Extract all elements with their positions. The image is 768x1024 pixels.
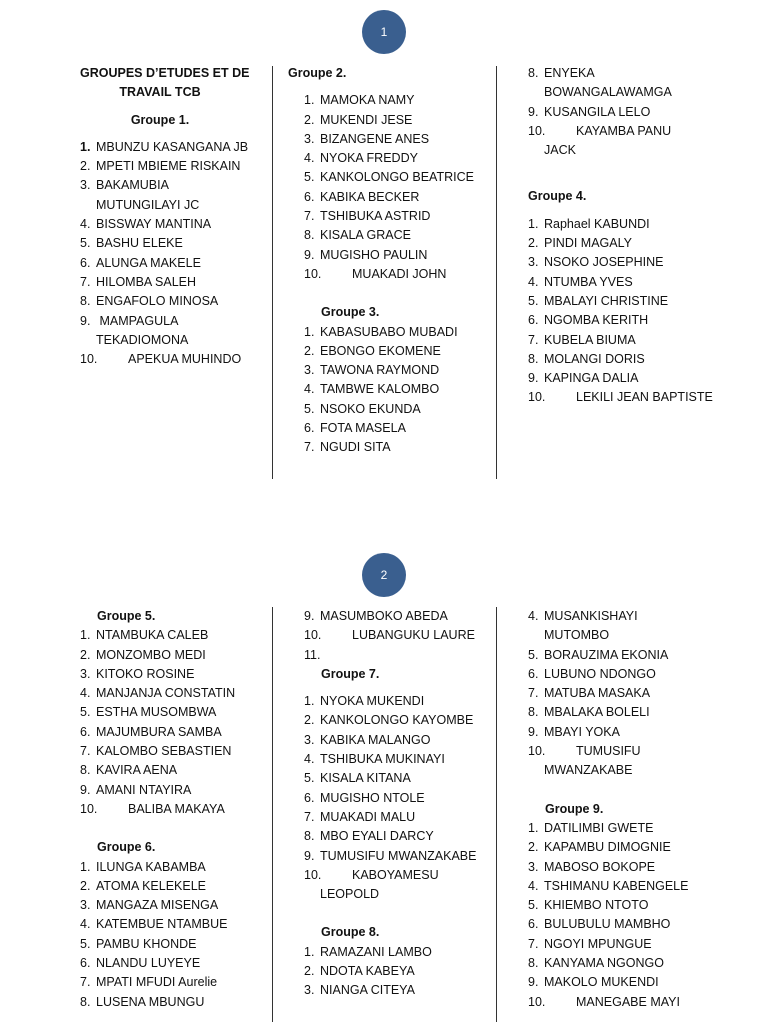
list-item: 8. KISALA GRACE (304, 228, 412, 243)
list-item: 8. LUSENA MBUNGU (80, 994, 205, 1009)
column-divider (272, 66, 273, 479)
list-item: 10. LEKILI JEAN BAPTISTE (528, 390, 713, 405)
list-item: 3. KITOKO ROSINE (80, 666, 195, 681)
list-item: 10. KABOYAMESU (304, 867, 439, 882)
list-item: 4. MANJANJA CONSTATIN (80, 686, 236, 701)
list-item: 8. ENGAFOLO MINOSA (80, 294, 219, 309)
list-item: 10. APEKUA MUHINDO (80, 352, 242, 367)
group-3-continued-list (528, 64, 728, 160)
list-item: 6. NGOMBA KERITH (528, 313, 649, 328)
group-heading: Groupe 4. (528, 189, 587, 204)
column-divider (496, 607, 497, 1022)
group-heading: Groupe 5. (97, 609, 156, 623)
list-item: 4. TSHIMANU KABENGELE (528, 878, 689, 893)
column-2-page-1 (288, 64, 492, 458)
list-item: 7. NGOYI MPUNGUE (528, 936, 652, 951)
list-item: 3. MANGAZA MISENGA (80, 898, 219, 913)
list-item: 5. BASHU ELEKE (80, 236, 183, 251)
list-item: 8. MBALAKA BOLELI (528, 705, 650, 720)
group-heading: Groupe 9. (545, 801, 604, 816)
list-item: 3. TAWONA RAYMOND (304, 363, 440, 378)
list-item-continued: BOWANGALAWAMGA (544, 85, 672, 100)
group-7-list (304, 692, 492, 904)
list-item: 9. KUSANGILA LELO (528, 104, 651, 119)
list-item: 6. NLANDU LUYEYE (80, 956, 201, 971)
list-item: 6. MUGISHO NTOLE (304, 790, 425, 805)
list-item: 3. MABOSO BOKOPE (528, 859, 656, 874)
list-item: 10. TUMUSIFU (528, 744, 641, 759)
list-item: 2. KANKOLONGO KAYOMBE (304, 713, 474, 728)
list-item: 9. MASUMBOKO ABEDA (304, 609, 448, 623)
group-5-list (80, 626, 266, 819)
list-item-continued: MUTOMBO (544, 628, 610, 643)
list-item: 1. NTAMBUKA CALEB (80, 628, 209, 643)
group-8-list (304, 943, 492, 1001)
list-item: 11. (304, 647, 321, 662)
list-item: 5. KHIEMBO NTOTO (528, 898, 649, 913)
list-item: 8. KAVIRA AENA (80, 763, 178, 778)
list-item: 5. ESTHA MUSOMBWA (80, 705, 217, 720)
list-item: 6. FOTA MASELA (304, 421, 406, 436)
list-item: 7. MPATI MFUDI Aurelie (80, 975, 218, 990)
document-title: GROUPES D’ETUDES ET DE TRAVAIL TCB (80, 66, 250, 100)
list-item: 5. KANKOLONGO BEATRICE (304, 170, 474, 185)
list-item: 9. MAKOLO MUKENDI (528, 975, 659, 990)
list-item: 10. KAYAMBA PANU (528, 123, 672, 138)
list-item: 2. KAPAMBU DIMOGNIE (528, 840, 671, 855)
list-item: 9. TUMUSIFU MWANZAKABE (304, 848, 477, 863)
group-heading: Groupe 6. (97, 840, 156, 855)
list-item: 8. MOLANGI DORIS (528, 351, 645, 366)
list-item: 10. MUAKADI JOHN (304, 266, 447, 281)
group-heading: Groupe 8. (321, 925, 380, 940)
group-8-continued-list (528, 607, 728, 781)
list-item: 5. KISALA KITANA (304, 771, 411, 786)
list-item: 3. BIZANGENE ANES (304, 131, 430, 146)
list-item: 5. NSOKO EKUNDA (304, 401, 421, 416)
list-item: 3. NSOKO JOSEPHINE (528, 255, 664, 270)
list-item: 7. MUAKADI MALU (304, 809, 416, 824)
list-item-continued: MUTUNGILAYI JC (96, 197, 200, 212)
list-item: 3. NIANGA CITEYA (304, 983, 415, 998)
group-2-list (288, 91, 492, 284)
group-heading: Groupe 1. (130, 112, 190, 127)
group-9-list (528, 819, 728, 1012)
group-heading: Groupe 7. (321, 666, 380, 681)
list-item: 7. NGUDI SITA (304, 440, 391, 455)
list-item: 7. TSHIBUKA ASTRID (304, 209, 431, 224)
column-3-page-1 (528, 64, 728, 408)
list-item: 7. KALOMBO SEBASTIEN (80, 744, 232, 759)
list-item: 4. NTUMBA YVES (528, 274, 633, 289)
page-number-badge-2: 2 (362, 553, 406, 597)
page-number-badge-1: 1 (362, 10, 406, 54)
list-item: 10. LUBANGUKU LAURE (304, 628, 475, 643)
list-item: 2. MUKENDI JESE (304, 112, 413, 127)
list-item: 5. PAMBU KHONDE (80, 936, 197, 951)
list-item: 1. Raphael KABUNDI (528, 216, 650, 231)
group-heading: Groupe 3. (321, 305, 380, 320)
list-item: 2. MONZOMBO MEDI (80, 647, 206, 662)
list-item: 9. MAMPAGULA (80, 313, 179, 328)
column-1-page-1 (80, 64, 266, 369)
column-3-page-2 (528, 607, 728, 1012)
group-heading: Groupe 2. (288, 66, 347, 80)
group-3-list (288, 323, 492, 458)
list-item-continued: LEOPOLD (320, 887, 380, 902)
column-1-page-2 (80, 607, 266, 1012)
list-item: 6. LUBUNO NDONGO (528, 666, 656, 681)
column-divider (272, 607, 273, 1022)
list-item-continued: TEKADIOMONA (96, 332, 189, 347)
list-item: 1. DATILIMBI GWETE (528, 820, 654, 835)
list-item: 6. MAJUMBURA SAMBA (80, 724, 222, 739)
list-item: 4. BISSWAY MANTINA (80, 217, 212, 232)
list-item: 4. TAMBWE KALOMBO (304, 382, 440, 397)
list-item: 9. MUGISHO PAULIN (304, 247, 428, 262)
list-item: 7. HILOMBA SALEH (80, 274, 197, 289)
list-item: 6. ALUNGA MAKELE (80, 255, 201, 270)
group-4-list (528, 215, 728, 408)
list-item: 10. BALIBA MAKAYA (80, 801, 225, 816)
list-item: 8. KANYAMA NGONGO (528, 956, 664, 971)
list-item: 1. KABASUBABO MUBADI (304, 324, 458, 339)
column-divider (496, 66, 497, 479)
group-6-list (80, 858, 266, 1012)
list-item: 7. KUBELA BIUMA (528, 332, 636, 347)
list-item: 4. KATEMBUE NTAMBUE (80, 917, 228, 932)
group-1-list (80, 138, 266, 370)
list-item: 6. KABIKA BECKER (304, 189, 420, 204)
list-item: 9. KAPINGA DALIA (528, 371, 639, 386)
list-item: 10. MANEGABE MAYI (528, 994, 680, 1009)
list-item: 9. MBAYI YOKA (528, 724, 620, 739)
list-item-continued: MWANZAKABE (544, 763, 633, 778)
list-item: 4. TSHIBUKA MUKINAYI (304, 752, 445, 767)
list-item: 7. MATUBA MASAKA (528, 686, 651, 701)
list-item: 4. MUSANKISHAYI (528, 609, 638, 623)
list-item: 5. MBALAYI CHRISTINE (528, 293, 669, 308)
group-6-continued-list (304, 607, 492, 665)
list-item: 1. ILUNGA KABAMBA (80, 859, 206, 874)
list-item: 8. MBO EYALI DARCY (304, 829, 434, 844)
list-item: 1. RAMAZANI LAMBO (304, 944, 432, 959)
list-item: 2. MPETI MBIEME RISKAIN (80, 159, 241, 174)
list-item: 2. PINDI MAGALY (528, 236, 632, 251)
list-item: 2. ATOMA KELEKELE (80, 878, 207, 893)
list-item: 4. NYOKA FREDDY (304, 151, 418, 166)
list-item-continued: JACK (544, 143, 576, 158)
list-item: 1. NYOKA MUKENDI (304, 694, 425, 709)
list-item: 3. KABIKA MALANGO (304, 732, 431, 747)
list-item: 2. NDOTA KABEYA (304, 964, 415, 979)
list-item: 1. MBUNZU KASANGANA JB (80, 139, 249, 154)
list-item: 2. EBONGO EKOMENE (304, 343, 441, 358)
list-item: 8. ENYEKA (528, 66, 595, 80)
list-item: 9. AMANI NTAYIRA (80, 782, 192, 797)
list-item: 1. MAMOKA NAMY (304, 93, 415, 108)
column-2-page-2 (304, 607, 492, 1001)
list-item: 5. BORAUZIMA EKONIA (528, 647, 669, 662)
list-item: 6. BULUBULU MAMBHO (528, 917, 671, 932)
list-item: 3. BAKAMUBIA (80, 178, 169, 193)
